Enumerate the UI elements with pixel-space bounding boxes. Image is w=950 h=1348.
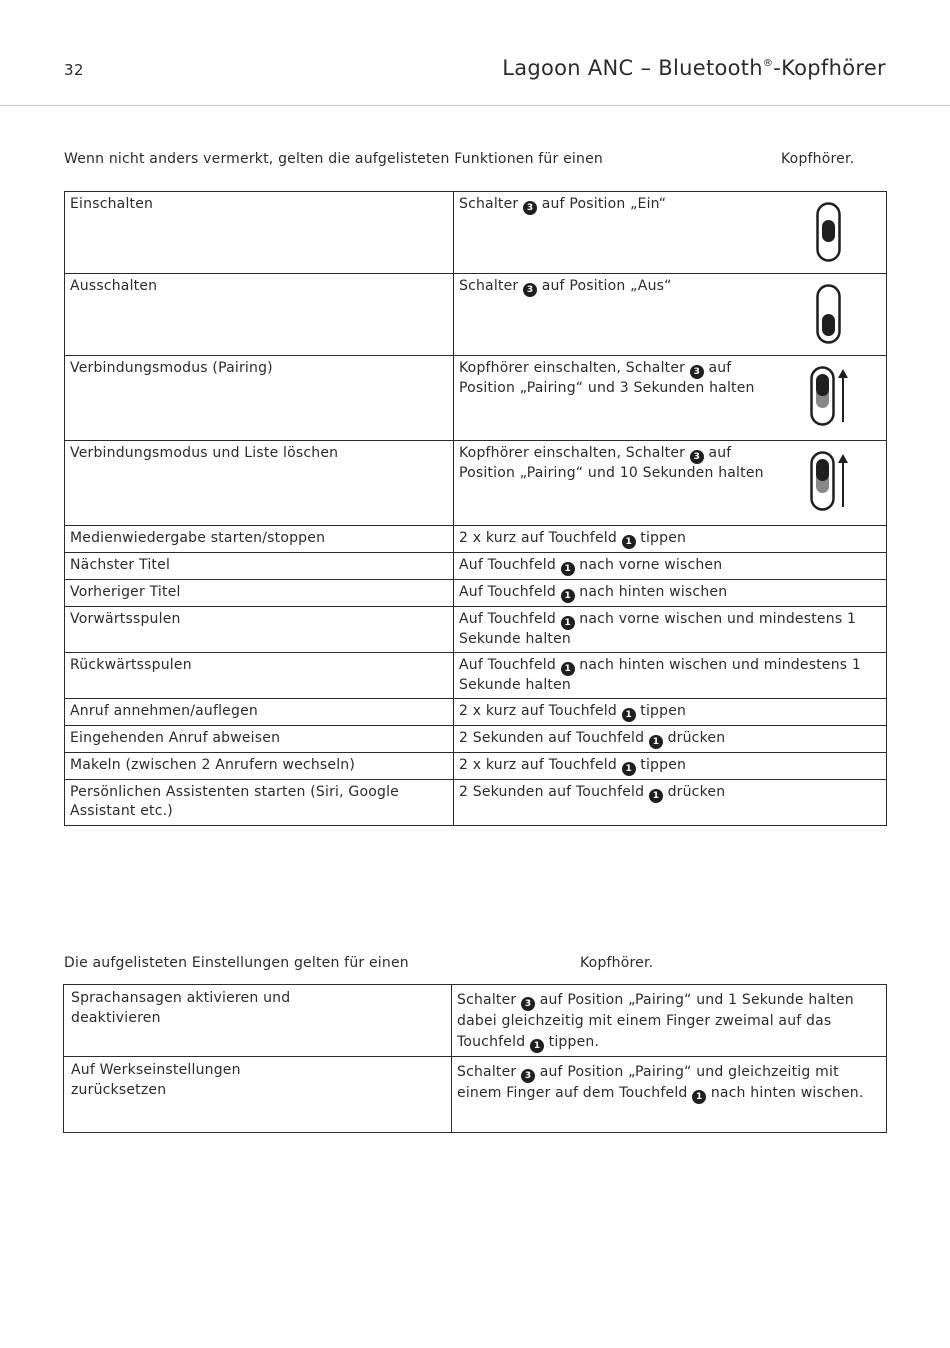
action-text-after: nach hinten wischen. — [710, 1085, 864, 1101]
table-row — [65, 780, 887, 826]
action-text-after: nach vorne wischen und mindestens 1 Sekunde halten — [459, 611, 857, 647]
action-text — [459, 702, 881, 722]
function-cell — [65, 192, 454, 274]
action-text — [459, 610, 881, 649]
settings-intro-tail: Kopfhörer. — [580, 955, 654, 971]
function-label: Medienwiedergabe starten/stoppen — [70, 530, 326, 546]
number-badge: 1 — [649, 735, 663, 749]
number-badge: 3 — [521, 1069, 535, 1083]
functions-intro — [64, 151, 862, 167]
function-label: Nächster Titel — [70, 557, 171, 573]
action-text-before: Schalter — [457, 992, 517, 1008]
function-label: Vorheriger Titel — [70, 584, 181, 600]
action-text — [459, 556, 881, 576]
number-badge: 3 — [523, 283, 537, 297]
action-text-after: auf Position „Pairing“ und 3 Sekunden halten — [459, 360, 755, 396]
function-label: Makeln (zwischen 2 Anrufern wechseln) — [70, 757, 356, 773]
switch-pairing-icon — [810, 451, 850, 511]
number-badge: 1 — [622, 762, 636, 776]
switch-off-icon — [816, 284, 844, 344]
action-text-after: auf Position „Ein“ — [541, 196, 667, 212]
setting-cell — [64, 985, 452, 1057]
action-text-before: Schalter — [459, 196, 519, 212]
number-badge: 1 — [561, 562, 575, 576]
table-row — [65, 726, 887, 753]
action-text-before: Auf Touchfeld — [459, 657, 556, 673]
table-row — [65, 441, 887, 526]
number-badge: 1 — [622, 708, 636, 722]
table-row — [65, 653, 887, 699]
action-cell — [454, 726, 887, 753]
settings-intro-text: Die aufgelisteten Einstellungen gelten für einen — [64, 955, 409, 971]
action-text-before: 2 x kurz auf Touchfeld — [459, 530, 617, 546]
function-cell — [65, 726, 454, 753]
page-title — [502, 56, 886, 80]
action-text-after: nach hinten wischen — [579, 584, 728, 600]
number-badge: 3 — [690, 450, 704, 464]
function-cell — [65, 653, 454, 699]
action-text — [459, 529, 881, 549]
number-badge: 1 — [561, 616, 575, 630]
number-badge: 3 — [523, 201, 537, 215]
action-text — [459, 729, 881, 749]
number-badge: 1 — [622, 535, 636, 549]
function-cell — [65, 780, 454, 826]
number-badge: 1 — [561, 589, 575, 603]
action-text-after: tippen — [640, 703, 687, 719]
action-cell — [454, 553, 887, 580]
function-label: Einschalten — [70, 196, 154, 212]
action-cell — [454, 441, 887, 526]
functions-intro-text: Wenn nicht anders vermerkt, gelten die aufgelisteten Funktionen für einen — [64, 151, 603, 167]
action-text — [459, 656, 881, 695]
action-cell — [454, 607, 887, 653]
action-cell — [452, 985, 887, 1057]
action-cell — [452, 1057, 887, 1133]
page-title-suffix: -Kopfhörer — [773, 56, 886, 80]
action-text-after: nach hinten wischen und mindestens 1 Sekunde halten — [459, 657, 862, 693]
action-text-after: drücken — [667, 784, 726, 800]
action-cell — [454, 753, 887, 780]
function-label: Eingehenden Anruf abweisen — [70, 730, 281, 746]
table-row — [65, 753, 887, 780]
table-row — [64, 985, 887, 1057]
function-label: Verbindungsmodus und Liste löschen — [70, 445, 339, 461]
settings-table — [63, 984, 887, 1133]
action-text-after: tippen. — [548, 1034, 600, 1050]
setting-cell — [64, 1057, 452, 1133]
settings-intro — [64, 955, 684, 971]
functions-intro-tail: Kopfhörer. — [781, 151, 855, 167]
action-cell — [454, 274, 887, 356]
action-text — [459, 756, 881, 776]
table-row — [65, 699, 887, 726]
table-row — [65, 526, 887, 553]
setting-label: Auf Werkseinstellungen zurücksetzen — [71, 1062, 241, 1098]
function-cell — [65, 441, 454, 526]
action-cell — [454, 653, 887, 699]
table-row — [65, 274, 887, 356]
action-text-after: auf Position „Pairing“ und 10 Sekunden halten — [459, 445, 764, 481]
action-cell — [454, 699, 887, 726]
action-cell — [454, 356, 887, 441]
action-text-after: tippen — [640, 757, 687, 773]
action-text-middle: auf Position „Pairing“ und gleichzeitig mit einem Finger auf dem Touchfeld — [457, 1064, 839, 1101]
action-text-before: 2 Sekunden auf Touchfeld — [459, 784, 645, 800]
function-label: Ausschalten — [70, 278, 158, 294]
table-row — [65, 553, 887, 580]
table-row — [64, 1057, 887, 1133]
action-text — [459, 583, 881, 603]
action-text-before: Schalter — [459, 278, 519, 294]
action-text-after: tippen — [640, 530, 687, 546]
switch-pairing-icon — [810, 366, 850, 426]
function-label: Verbindungsmodus (Pairing) — [70, 360, 273, 376]
table-row — [65, 192, 887, 274]
action-text-before: 2 x kurz auf Touchfeld — [459, 757, 617, 773]
functions-table — [64, 191, 887, 826]
action-text-before: Kopfhörer einschalten, Schalter — [459, 360, 686, 376]
function-label: Anruf annehmen/auflegen — [70, 703, 258, 719]
table-row — [65, 580, 887, 607]
action-cell — [454, 526, 887, 553]
action-cell — [454, 580, 887, 607]
page-number: 32 — [64, 61, 84, 79]
header-divider — [0, 105, 950, 106]
setting-label: Sprachansagen aktivieren und deaktivieren — [71, 990, 291, 1026]
action-text-before: Auf Touchfeld — [459, 584, 556, 600]
action-text-before: Schalter — [457, 1064, 517, 1080]
function-cell — [65, 753, 454, 780]
number-badge: 1 — [561, 662, 575, 676]
action-cell — [454, 780, 887, 826]
action-text-before: Auf Touchfeld — [459, 557, 556, 573]
function-cell — [65, 607, 454, 653]
function-cell — [65, 580, 454, 607]
table-row — [65, 356, 887, 441]
switch-on-icon — [816, 202, 844, 262]
function-cell — [65, 699, 454, 726]
number-badge: 3 — [690, 365, 704, 379]
action-text-after: auf Position „Aus“ — [541, 278, 672, 294]
page-title-main: Lagoon ANC – Bluetooth — [502, 56, 763, 80]
function-cell — [65, 553, 454, 580]
function-label: Persönlichen Assistenten starten (Siri, Google Assistant etc.) — [70, 784, 399, 819]
function-label: Rückwärtsspulen — [70, 657, 192, 673]
action-text-before: 2 x kurz auf Touchfeld — [459, 703, 617, 719]
registered-mark: ® — [762, 58, 774, 69]
action-text-middle: auf Position „Pairing“ und 1 Sekunde halten dabei gleichzeitig mit einem Finger zweimal auf das Touchfeld — [457, 992, 854, 1050]
action-cell — [454, 192, 887, 274]
function-cell — [65, 356, 454, 441]
number-badge: 1 — [649, 789, 663, 803]
function-cell — [65, 274, 454, 356]
action-text-after: drücken — [667, 730, 726, 746]
action-text-after: nach vorne wischen — [579, 557, 723, 573]
function-cell — [65, 526, 454, 553]
action-text-before: Auf Touchfeld — [459, 611, 556, 627]
number-badge: 3 — [521, 997, 535, 1011]
number-badge: 1 — [692, 1090, 706, 1104]
number-badge: 1 — [530, 1039, 544, 1053]
action-text-before: 2 Sekunden auf Touchfeld — [459, 730, 645, 746]
action-text — [459, 783, 881, 803]
table-row — [65, 607, 887, 653]
function-label: Vorwärtsspulen — [70, 611, 181, 627]
action-text-before: Kopfhörer einschalten, Schalter — [459, 445, 686, 461]
